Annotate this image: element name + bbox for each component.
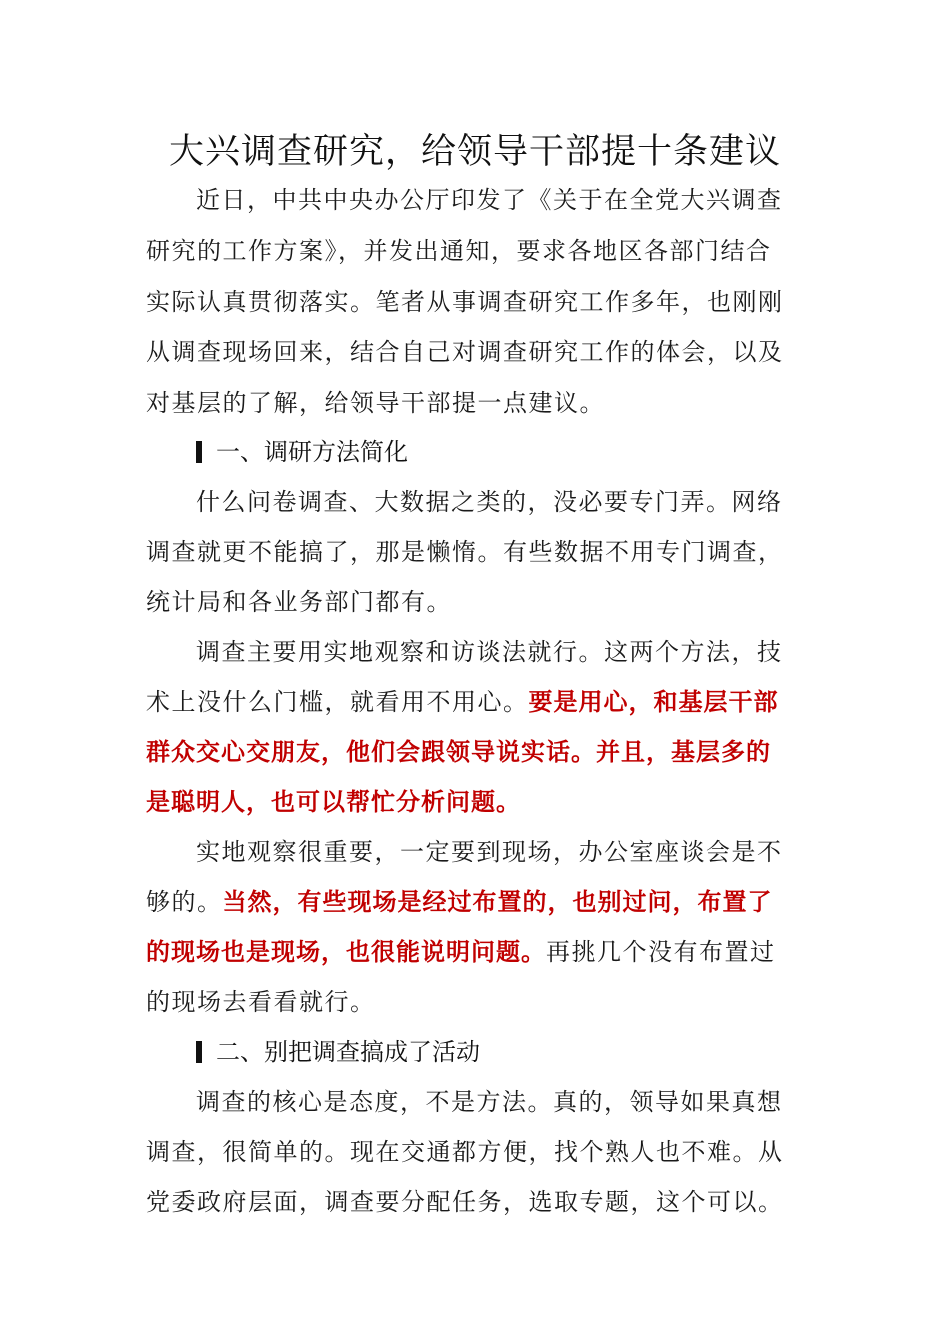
s1p1-line-1: 什么问卷调查、大数据之类的，没必要专门弄。网络 — [196, 488, 783, 516]
s1p3-emphasis-2: 的现场也是现场，也很能说明问题。 — [146, 938, 546, 966]
s1p3-line-4: 的现场去看看就行。 — [146, 988, 376, 1016]
s1p3-line-3 — [146, 932, 806, 972]
s1p3-line-1: 实地观察很重要，一定要到现场，办公室座谈会是不 — [196, 838, 783, 866]
s1p3-line-2 — [146, 882, 806, 922]
s1p2-emphasis-3: 是聪明人，也可以帮忙分析问题。 — [146, 788, 521, 816]
s1p2-emphasis-2: 群众交心交朋友，他们会跟领导说实话。并且，基层多的 — [146, 738, 771, 766]
intro-line-5: 对基层的了解，给领导干部提一点建议。 — [146, 389, 605, 417]
section-heading-1-text: 一、调研方法简化 — [216, 438, 408, 466]
s1p2-line-1: 调查主要用实地观察和访谈法就行。这两个方法，技 — [196, 638, 783, 666]
s1p3-line-3-plain: 再挑几个没有布置过 — [546, 938, 776, 966]
s1p3-line-2-plain: 够的。 — [146, 888, 223, 916]
s1p2-line-2-plain: 术上没什么门槛，就看用不用心。 — [146, 688, 529, 716]
s1p3-emphasis-1: 当然，有些现场是经过布置的，也别过问，布置了 — [222, 888, 773, 916]
s2p1-line-2: 调查，很简单的。现在交通都方便，找个熟人也不难。从 — [146, 1138, 784, 1166]
s1p1-line-2: 调查就更不能搞了，那是懒惰。有些数据不用专门调查， — [146, 538, 784, 566]
section-heading-2 — [196, 1032, 480, 1072]
intro-line-1: 近日，中共中央办公厅印发了《关于在全党大兴调查 — [196, 186, 783, 214]
s2p1-line-1: 调查的核心是态度，不是方法。真的，领导如果真想 — [196, 1088, 783, 1116]
intro-line-3: 实际认真贯彻落实。笔者从事调查研究工作多年，也刚刚 — [146, 288, 784, 316]
s1p2-emphasis-1: 要是用心，和基层干部 — [528, 688, 779, 716]
s1p1-line-3: 统计局和各业务部门都有。 — [146, 588, 452, 616]
intro-line-4: 从调查现场回来，结合自己对调查研究工作的体会，以及 — [146, 338, 784, 366]
s1p2-line-2 — [146, 682, 806, 722]
article-title: 大兴调查研究，给领导干部提十条建议 — [168, 132, 781, 172]
heading-marker — [196, 441, 202, 463]
section-heading-1 — [196, 432, 408, 472]
section-heading-2-text: 二、别把调查搞成了活动 — [216, 1038, 480, 1066]
heading-marker — [196, 1041, 202, 1063]
intro-line-2: 研究的工作方案》，并发出通知，要求各地区各部门结合 — [146, 237, 772, 265]
s2p1-line-3: 党委政府层面，调查要分配任务，选取专题，这个可以。 — [146, 1188, 784, 1216]
